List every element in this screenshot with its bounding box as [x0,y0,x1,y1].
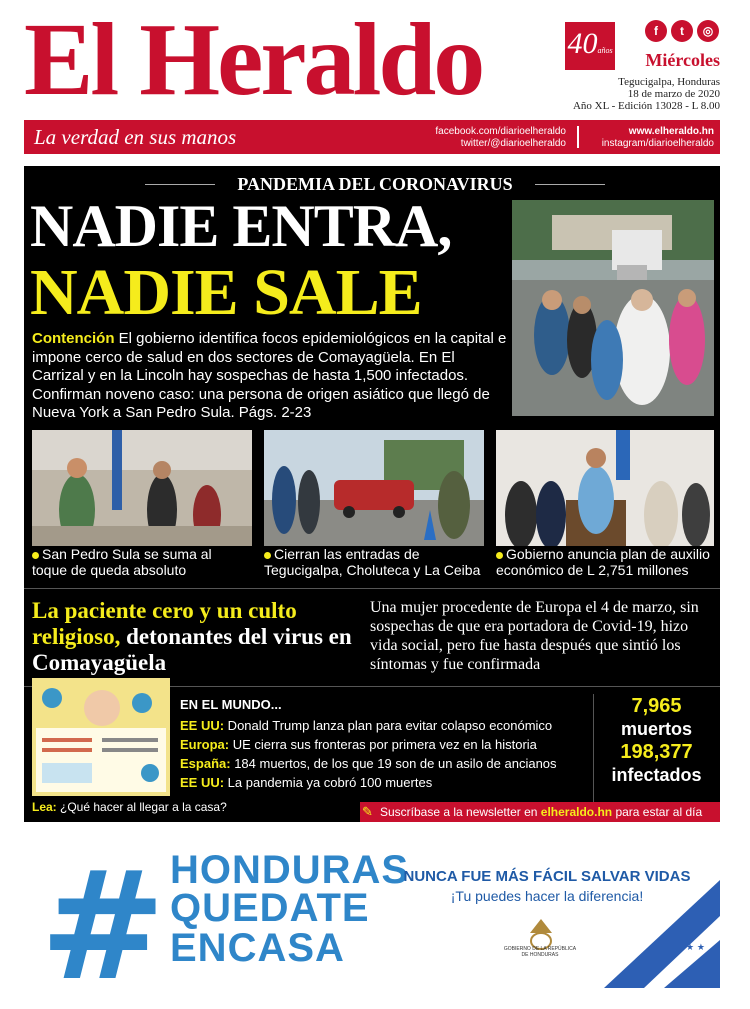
kicker: PANDEMIA DEL CORONAVIRUS [237,174,513,194]
world-item[interactable]: Europa: UE cierra sus fronteras por primera vez en la historia [180,737,537,752]
dateline [560,76,720,112]
kicker-rule [535,184,605,185]
second-story-title[interactable]: La paciente cero y un culto religioso, detonantes del virus en Comayagüela [32,598,352,675]
seal-caption: GOBIERNO DE LA REPÚBLICA DE HONDURAS [503,946,577,958]
newsletter-bar[interactable]: Suscríbase a la newsletter en elheraldo.hn para estar al día [360,802,720,822]
anniversary-badge: 40años [565,22,615,70]
divider [577,126,579,148]
stats-box [593,694,719,804]
deaths-label: muertos [620,719,692,739]
tagline: La verdad en sus manos [34,125,237,149]
caption-2[interactable]: Cierran las entradas de Tegucigalpa, Choluteca y La Ceiba [264,546,481,578]
honduras-flag-icon [604,880,720,988]
ad-word-honduras: HONDURAS [170,848,410,892]
headline-line-2[interactable]: NADIE SALE [30,256,422,329]
world-item[interactable]: EE UU: Donald Trump lanza plan para evitar colapso económico [180,718,553,733]
newspaper-logo[interactable]: El Heraldo [24,2,483,117]
facebook-icon[interactable]: f [645,20,667,42]
ad-word-quedate: QUEDATE [170,886,370,930]
ad-word-encasa: ENCASA [170,926,345,970]
bullet-icon [32,552,39,559]
lede-text: El gobierno identifica focos epidemiológicos en la capital e impone cerco de salud en dos sectores de Comayagüela. En El Carrizal y en la Lincoln hay sospechas de hasta 1,500 infectados. Confirman noveno caso: una persona de origen asiático que llegó de Nueva York a San Pedro Sula. Págs. 2-23 [32,330,507,421]
kicker-rule [145,184,215,185]
world-header: EN EL MUNDO... [180,697,282,712]
tagline-bar [24,120,720,154]
caption-1[interactable]: San Pedro Sula se suma al toque de queda absoluto [32,546,212,578]
infected-number: 198,377 [620,741,693,763]
bullet-icon [496,552,503,559]
city: Tegucigalpa, Honduras [618,76,720,88]
ad-headline: NUNCA FUE MÁS FÁCIL SALVAR VIDAS [403,868,691,885]
ad-subline: ¡Tu puedes hacer la diferencia! [450,888,644,904]
twitter-icon[interactable]: t [671,20,693,42]
world-item[interactable]: EE UU: La pandemia ya cobró 100 muertes [180,775,433,790]
website-link[interactable]: www.elheraldo.hn [628,126,714,137]
facebook-link[interactable]: facebook.com/diarioelheraldo [435,126,566,137]
photo-government-announcement[interactable] [496,430,714,546]
hashtag-icon: # [40,840,166,1009]
headline-line-1[interactable]: NADIE ENTRA, [30,193,452,259]
social-links [434,126,566,150]
svg-text:★ ★: ★ ★ [686,943,705,953]
date: 18 de marzo de 2020 [627,88,720,100]
main-photo[interactable] [512,200,714,416]
bullet-icon [264,552,271,559]
photo-san-pedro-sula[interactable] [32,430,252,546]
caption-3[interactable]: Gobierno anuncia plan de auxilio económico de L 2,751 millones [496,546,710,578]
lede [32,330,510,423]
infected-label: infectados [611,765,702,785]
instagram-icon[interactable]: ◎ [697,20,719,42]
twitter-link[interactable]: twitter/@diarioelheraldo [460,138,566,149]
world-item[interactable]: España: 184 muertos, de los que 19 son de un asilo de ancianos [180,756,557,771]
instagram-link[interactable]: instagram/diarioelheraldo [601,138,714,149]
second-story-text: Una mujer procedente de Europa el 4 de marzo, sin sospechas de que era portadora de Covid-19, hizo vida social, pero fue hasta después que sintió los síntomas y fue confirmada [370,599,699,673]
web-links [586,126,714,150]
photo-road-checkpoint[interactable] [264,430,484,546]
lede-label: Contención [32,330,115,347]
infographic-thumbnail[interactable] [32,678,170,796]
section-divider [24,588,720,589]
edition: Año XL - Edición 13028 - L 8.00 [572,100,720,112]
weekday: Miércoles [645,50,720,70]
deaths-number: 7,965 [631,695,682,717]
read-link[interactable]: Lea: ¿Qué hacer al llegar a la casa? [32,800,227,814]
pencil-icon: ✎ [362,804,373,819]
